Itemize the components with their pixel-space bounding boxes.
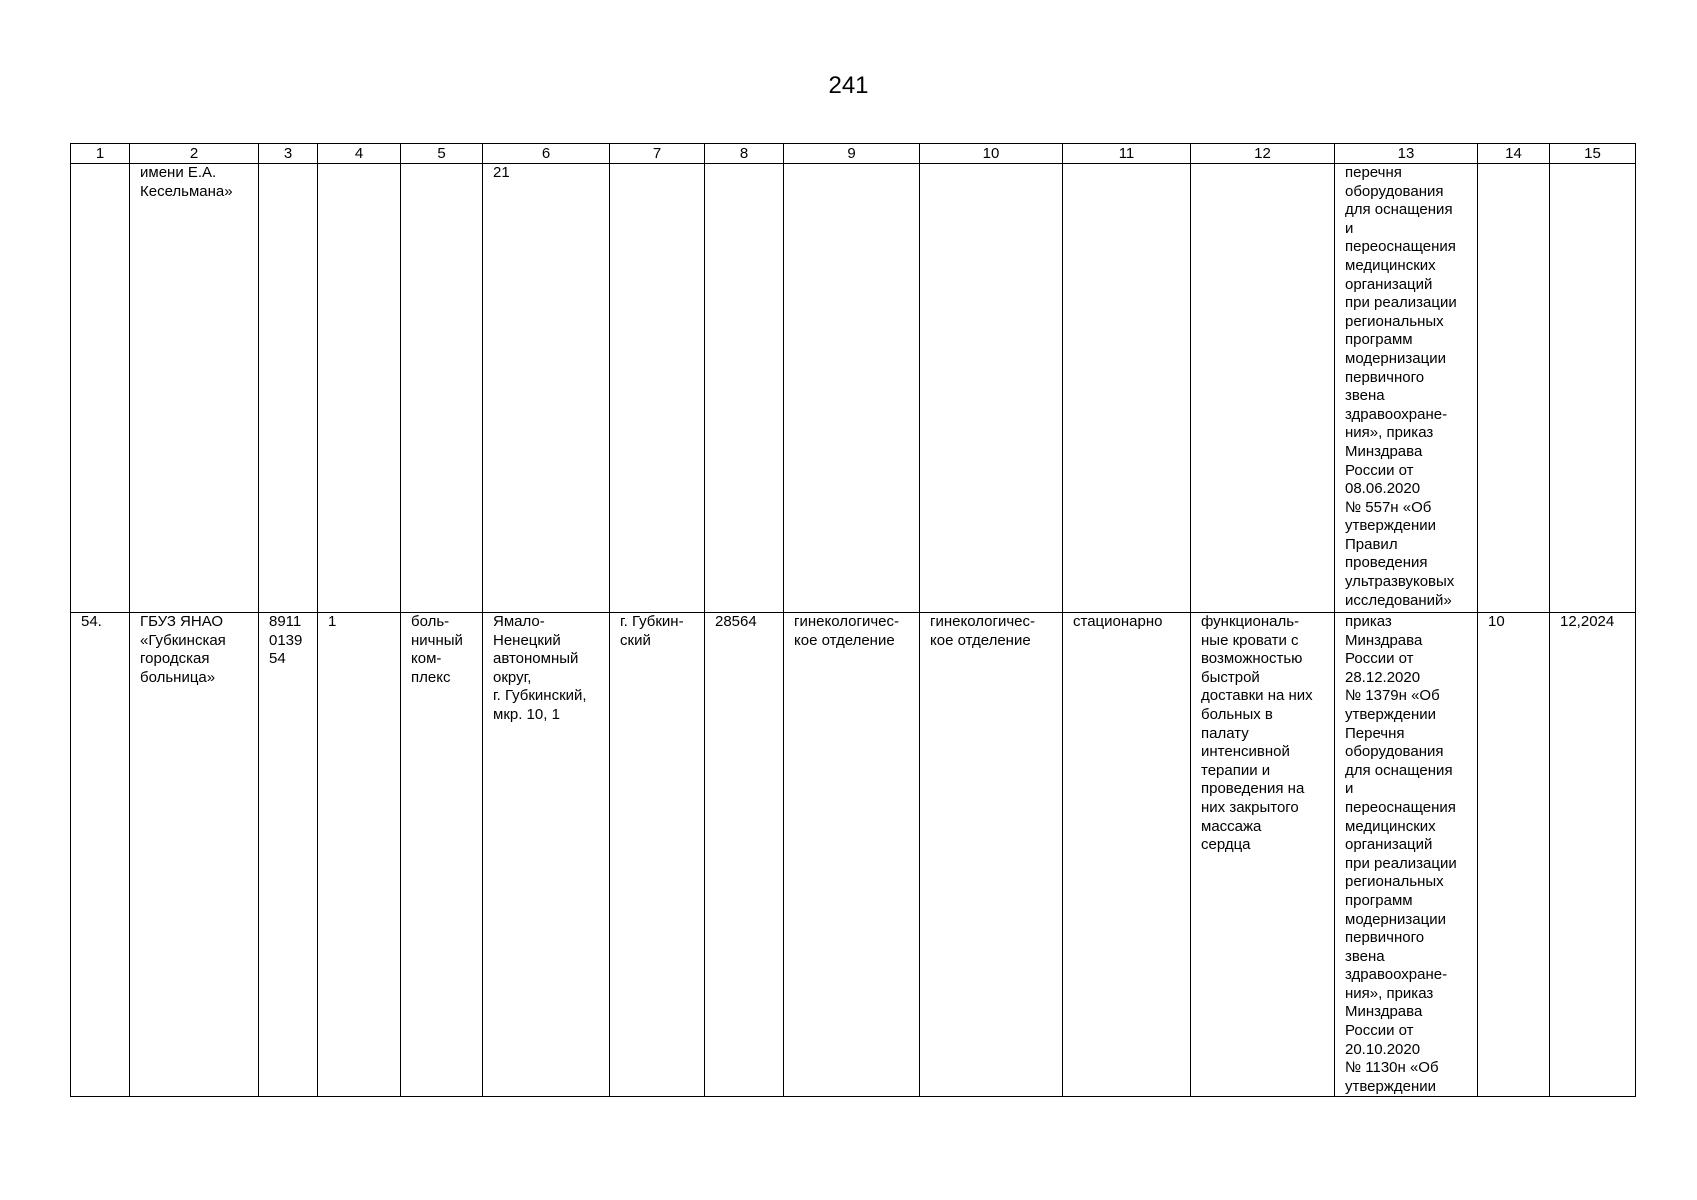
- table-cell: [1191, 164, 1335, 613]
- table-cell: гинекологичес- кое отделение: [920, 613, 1063, 1097]
- table-cell: [920, 164, 1063, 613]
- table-row: [71, 613, 1636, 1097]
- column-header-14: 14: [1478, 144, 1550, 164]
- column-header-10: 10: [920, 144, 1063, 164]
- table-cell: 54.: [71, 613, 130, 1097]
- table-cell: Ямало- Ненецкий автономный округ, г. Губкинский, мкр. 10, 1: [483, 613, 610, 1097]
- table-cell: 21: [483, 164, 610, 613]
- column-header-12: 12: [1191, 144, 1335, 164]
- table-cell: стационарно: [1063, 613, 1191, 1097]
- column-header-8: 8: [705, 144, 784, 164]
- column-header-13: 13: [1335, 144, 1478, 164]
- column-header-3: 3: [259, 144, 318, 164]
- table-cell: г. Губкин- ский: [610, 613, 705, 1097]
- table-cell: боль- ничный ком- плекс: [401, 613, 483, 1097]
- column-header-15: 15: [1550, 144, 1636, 164]
- table-cell: [1478, 164, 1550, 613]
- table-cell: [401, 164, 483, 613]
- table-cell: 10: [1478, 613, 1550, 1097]
- table-cell: функциональ- ные кровати с возможностью быстрой доставки на них больных в палату интенсивной терапии и проведения на них закрытого массажа сердца: [1191, 613, 1335, 1097]
- table-cell: [1550, 164, 1636, 613]
- table-cell: 8911 0139 54: [259, 613, 318, 1097]
- header-row: [71, 144, 1636, 164]
- document-table: [70, 143, 1636, 1097]
- column-header-5: 5: [401, 144, 483, 164]
- column-header-7: 7: [610, 144, 705, 164]
- column-header-11: 11: [1063, 144, 1191, 164]
- column-header-2: 2: [130, 144, 259, 164]
- table-cell: [1063, 164, 1191, 613]
- table-cell: 1: [318, 613, 401, 1097]
- table-cell: имени Е.А. Кесельмана»: [130, 164, 259, 613]
- table-row: [71, 164, 1636, 613]
- column-header-1: 1: [71, 144, 130, 164]
- table-cell: [259, 164, 318, 613]
- table-cell: перечня оборудования для оснащения и переоснащения медицинских организаций при реализации региональных программ модернизации первичного звена здравоохране- ния», приказ Минздрава России от 08.06.2020 № 557н «Об утверждении Правил проведения ультразвуковых исследований»: [1335, 164, 1478, 613]
- table-cell: гинекологичес- кое отделение: [784, 613, 920, 1097]
- column-header-6: 6: [483, 144, 610, 164]
- table-cell: [318, 164, 401, 613]
- column-header-9: 9: [784, 144, 920, 164]
- table-cell: приказ Минздрава России от 28.12.2020 № 1379н «Об утверждении Перечня оборудования для оснащения и переоснащения медицинских организаций при реализации региональных программ модернизации первичного звена здравоохране- ния», приказ Минздрава России от 20.10.2020 № 1130н «Об утверждении: [1335, 613, 1478, 1097]
- table-cell: [610, 164, 705, 613]
- page-number: 241: [828, 72, 869, 99]
- table-cell: [705, 164, 784, 613]
- table-cell: 28564: [705, 613, 784, 1097]
- table-cell: ГБУЗ ЯНАО «Губкинская городская больница»: [130, 613, 259, 1097]
- table-cell: [784, 164, 920, 613]
- table-cell: [71, 164, 130, 613]
- table-cell: 12,2024: [1550, 613, 1636, 1097]
- column-header-4: 4: [318, 144, 401, 164]
